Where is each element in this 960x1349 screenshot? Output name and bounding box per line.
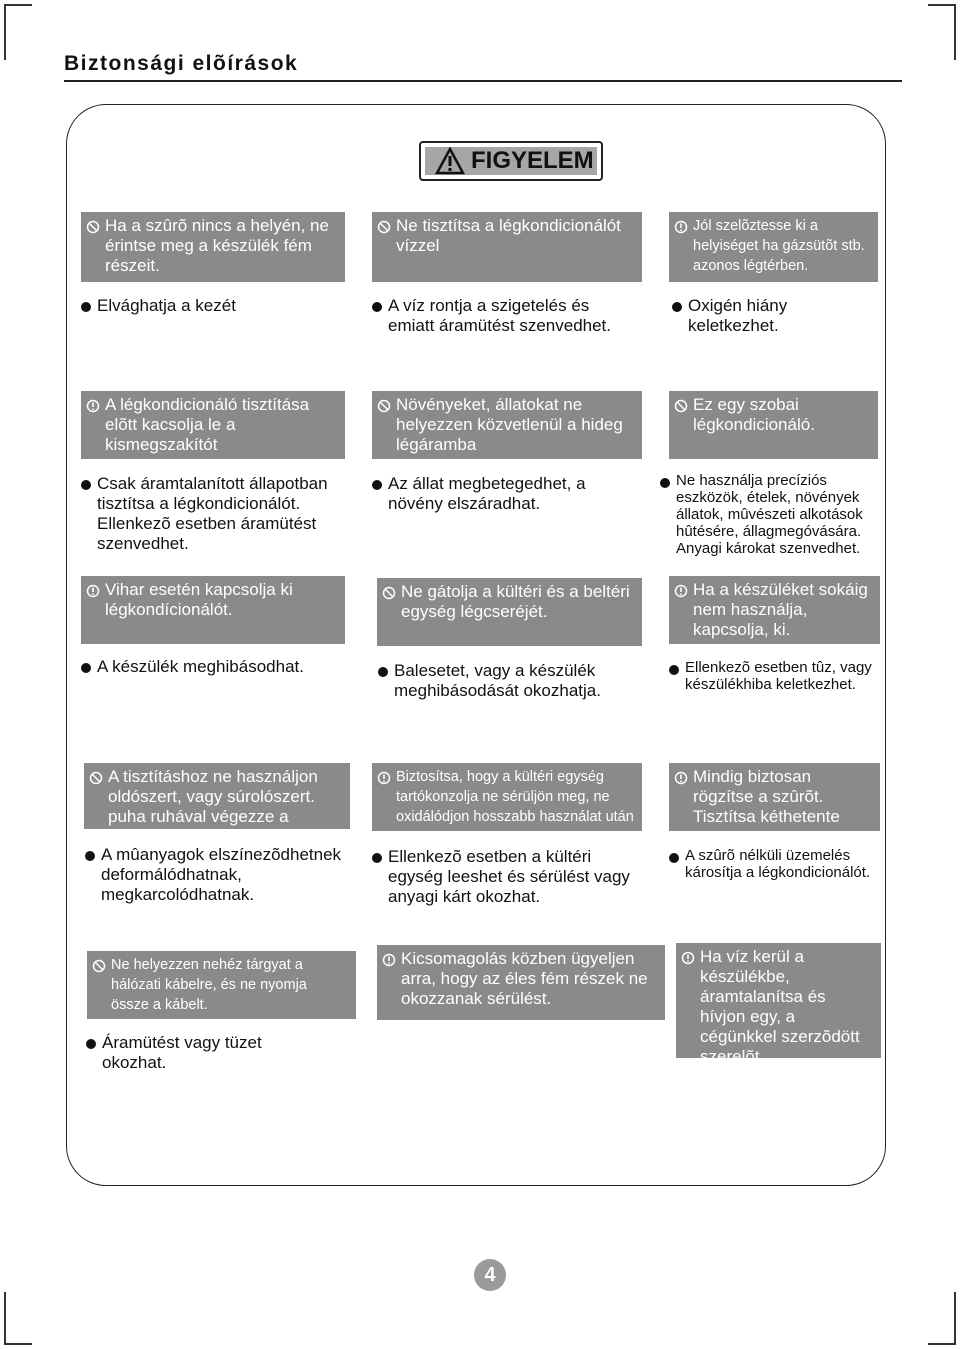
consequence-item: A mûanyagok elszínezõdhetnek deformálódhatnak, megkarcolódhatnak.	[85, 845, 365, 905]
prohibition-icon	[377, 220, 391, 234]
warning-box: Biztosítsa, hogy a kültéri egység tartókonzolja ne sérüljön meg, ne oxidálódjon hosszabb használat után sem.	[372, 763, 642, 831]
crop-mark	[4, 1292, 6, 1345]
crop-mark	[954, 1292, 956, 1345]
consequence-item: Ellenkezõ esetben a kültéri egység leeshet és sérülést vagy anyagi kárt okozhat.	[372, 847, 638, 907]
consequence-item: Áramütést vagy tüzet okozhat.	[86, 1033, 302, 1073]
warning-box: Mindig biztosan rögzítse a szûrõt. Tisztítsa kéthetente	[669, 763, 880, 831]
caution-icon	[86, 399, 100, 413]
prohibition-icon	[674, 399, 688, 413]
prohibition-icon	[92, 959, 106, 973]
warning-box: Ha a készüléket sokáig nem használja, kapcsolja, ki.	[669, 576, 880, 644]
crop-mark	[4, 4, 6, 60]
warning-box: Növényeket, állatokat ne helyezzen közvetlenül a hideg légáramba	[372, 391, 642, 459]
consequence-item: Oxigén hiány keletkezhet.	[672, 296, 838, 336]
warning-box: A tisztításhoz ne használjon oldószert, vagy súrolószert. puha ruhával végezze a tisztítást.	[84, 763, 350, 829]
consequence-item: Ne használja precíziós eszközök, ételek, növények állatok, mûvészeti alkotások hûtésére, állagmegóvására. Anyagi károkat szenvedhet.	[660, 472, 891, 557]
warning-triangle-icon	[435, 147, 465, 175]
prohibition-icon	[89, 771, 103, 785]
warning-box: Ez egy szobai légkondicionáló.	[669, 391, 878, 459]
warning-box: Ne tisztítsa a légkondicionálót vízzel	[372, 212, 642, 282]
warning-box: Kicsomagolás közben ügyeljen arra, hogy az éles fém részek ne okozzanak sérülést.	[377, 945, 665, 1020]
crop-mark	[928, 1343, 956, 1345]
caution-icon	[674, 220, 688, 234]
consequence-item: A víz rontja a szigetelés és emiatt áramütést szenvedhet.	[372, 296, 618, 336]
consequence-item: A szûrõ nélküli üzemelés károsítja a légkondicionálót.	[669, 847, 900, 881]
warning-box: Jól szelõztesse ki a helyiséget ha gázsütõt stb. azonos légtérben.	[669, 212, 878, 282]
prohibition-icon	[377, 399, 391, 413]
prohibition-icon	[86, 220, 100, 234]
crop-mark	[4, 4, 32, 6]
caution-icon	[674, 771, 688, 785]
warning-label: FIGYELEM	[471, 147, 594, 174]
consequence-item: Csak áramtalanított állapotban tisztítsa a légkondicionálót. Ellenkezõ esetben áramütést szenvedhet.	[81, 474, 361, 554]
warning-box: Ha víz kerül a készülékbe, áramtalanítsa és hívjon egy, a cégünkkel szerzõdött szerelõt.	[676, 943, 881, 1058]
page-title: Biztonsági elõírások	[64, 52, 299, 75]
warning-box: A légkondicionáló tisztítása elõtt kacsolja le a kismegszakítót	[81, 391, 345, 459]
caution-icon	[382, 953, 396, 967]
consequence-item: Az állat megbetegedhet, a növény elszáradhat.	[372, 474, 638, 514]
crop-mark	[928, 4, 956, 6]
consequence-item: Balesetet, vagy a készülék meghibásodását okozhatja.	[378, 661, 644, 701]
page-number: 4	[474, 1259, 506, 1291]
crop-mark	[954, 4, 956, 60]
title-rule	[64, 80, 902, 82]
warning-box: Vihar esetén kapcsolja ki légkondícionálót.	[81, 576, 345, 644]
consequence-item: Elvághatja a kezét	[81, 296, 361, 316]
caution-icon	[681, 951, 695, 965]
caution-icon	[377, 771, 391, 785]
consequence-item: Ellenkezõ esetben tûz, vagy készülékhiba keletkezhet.	[669, 659, 895, 693]
crop-mark	[4, 1343, 32, 1345]
caution-icon	[674, 584, 688, 598]
warning-banner	[419, 141, 603, 181]
warning-box: Ne helyezzen nehéz tárgyat a hálózati kábelre, és ne nyomja össze a kábelt.	[87, 951, 356, 1019]
consequence-item: A készülék meghibásodhat.	[81, 657, 361, 677]
prohibition-icon	[382, 586, 396, 600]
caution-icon	[86, 584, 100, 598]
warning-box: Ne gátolja a kültéri és a beltéri egység légcseréjét.	[377, 578, 642, 646]
warning-box: Ha a szûrõ nincs a helyén, ne érintse meg a készülék fém részeit.	[81, 212, 345, 282]
